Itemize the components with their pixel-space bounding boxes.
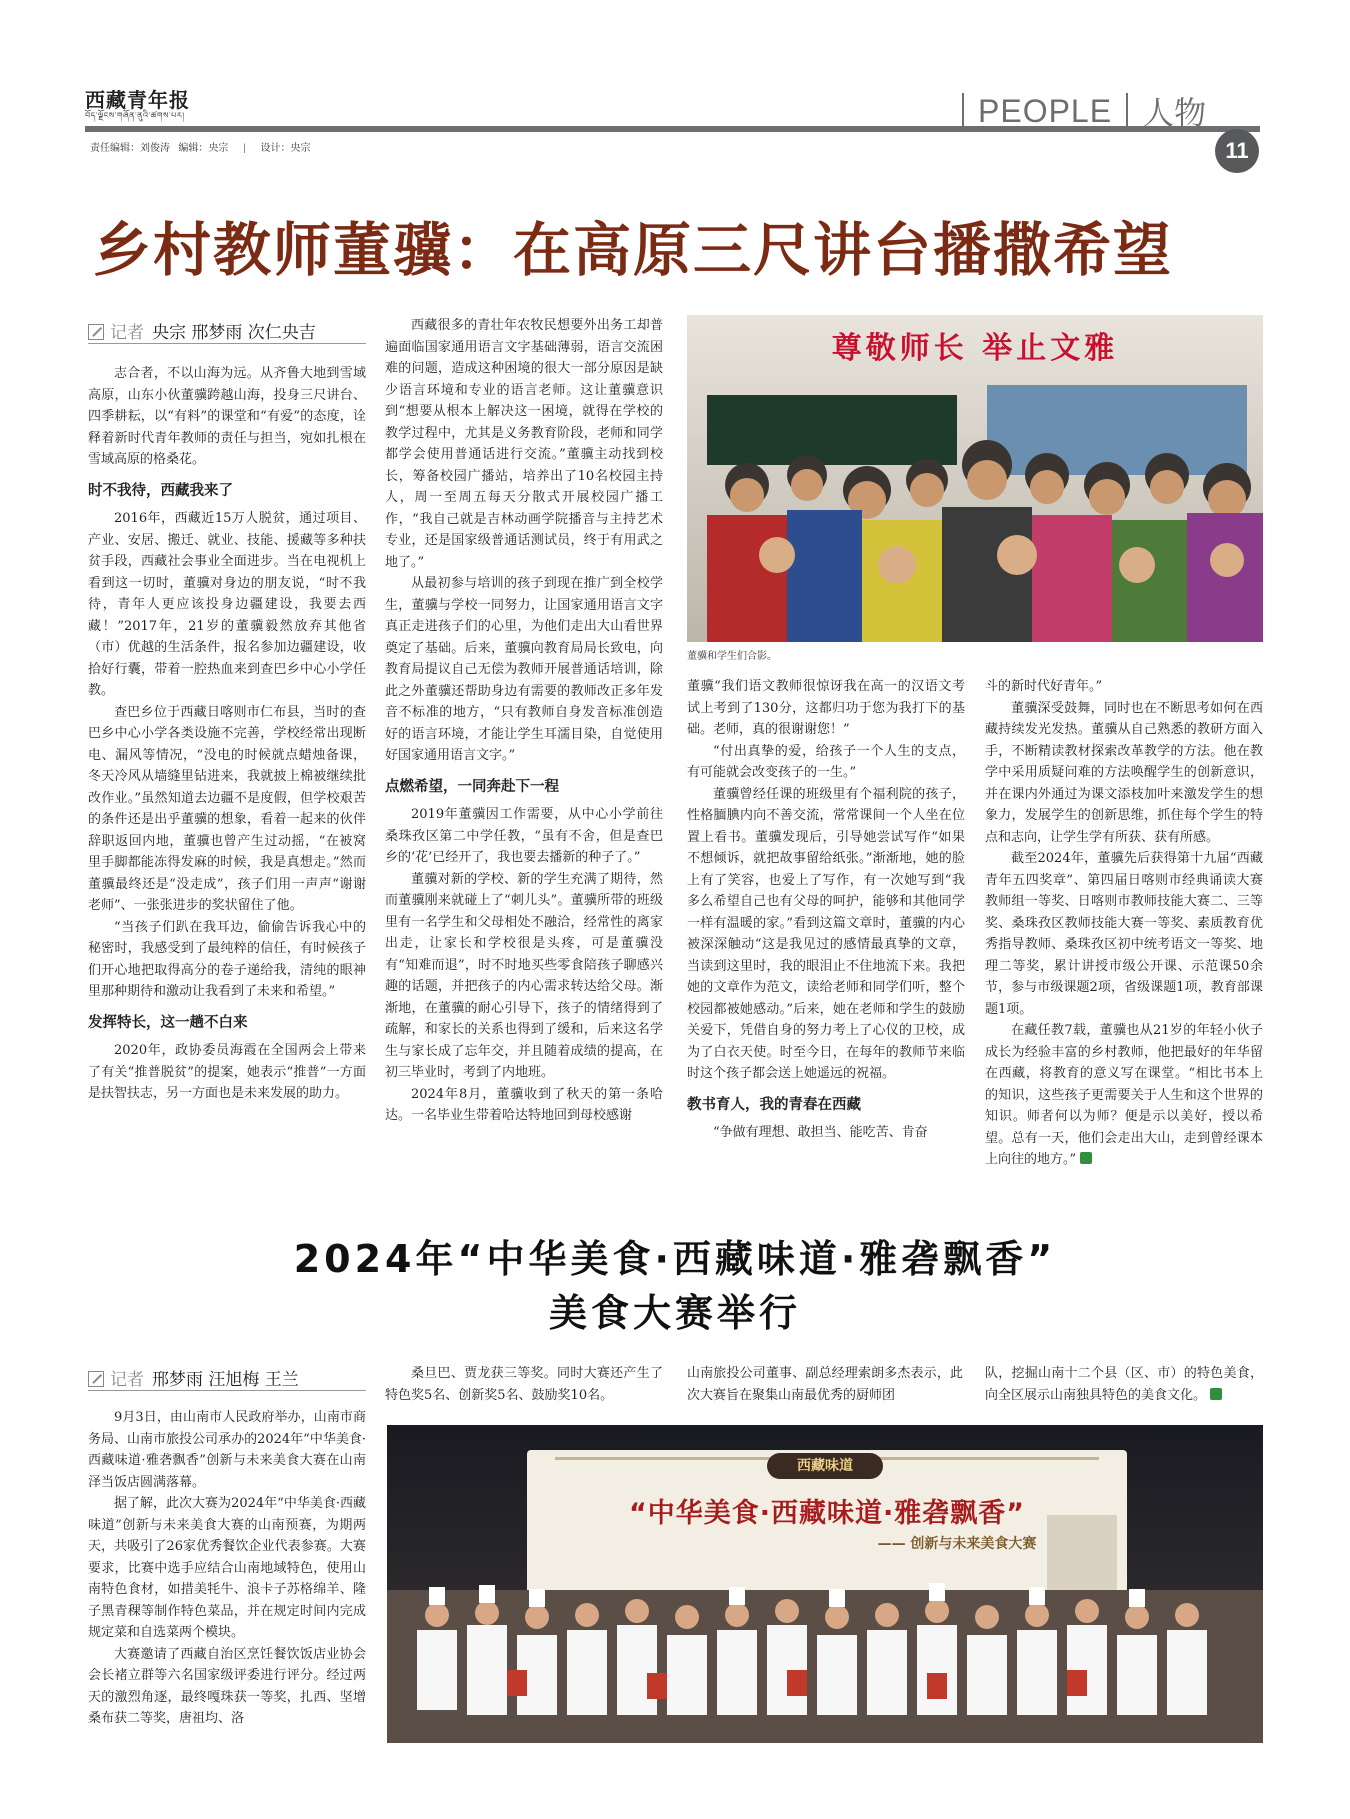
- classroom-photo: [687, 315, 1263, 642]
- article-paragraph: 大赛邀请了西藏自治区烹饪餐饮饭店业协会会长褚立群等六名国家级评委进行评分。经过两天的激烈角逐，最终嘎珠获一等奖，扎西、坚增桑布获二等奖，唐祖均、洛: [88, 1646, 366, 1726]
- photo-banner-text: 尊敬师长 举止文雅: [831, 331, 1119, 366]
- article1-column-4: [985, 676, 1263, 1171]
- section-heading: 点燃希望，一同奔赴下一程: [385, 778, 559, 795]
- article-paragraph: 据了解，此次大赛为2024年“中华美食·西藏味道”创新与未来美食大赛的山南预赛，为期两天，共吸引了26家优秀餐饮企业代表参赛。大赛要求，比赛中选手应结合山南地域特色，使用山南特色食材，如措美牦牛、浪卡子苏格绵羊、隆子黑青稞等制作特色菜品，并在规定时间内完成规定菜和自选菜两个模块。: [88, 1496, 366, 1640]
- paper-subtitle-tibetan: བོད་ལྗོངས་གཞོན་ནུའི་ཚགས་པར།: [85, 111, 185, 120]
- article-paragraph: “当孩子们趴在我耳边，偷偷告诉我心中的秘密时，我感受到了最纯粹的信任，有时候孩子们开心地把取得高分的卷子递给我，清纯的眼神里那种期待和激动让我看到了未来和希望。”: [88, 919, 366, 999]
- article2-column-3: [687, 1363, 963, 1406]
- article-paragraph: 董骥深受鼓舞，同时也在不断思考如何在西藏持续发光发热。董骥从自己熟悉的教研方面入手，不断精读教材探索改革教学的方法。他在教学中采用质疑问难的方法唤醒学生的创新意识，并在课内外通过为课文添枝加叶来激发学生的想象力，发展学生的创新思维，抓住每个学生的特点和志向，让学生学有所获、获有所感。: [985, 700, 1263, 845]
- article-paragraph: 在藏任教7载，董骥也从21岁的年轻小伙子成长为经验丰富的乡村教师，他把最好的年华留在西藏，将教育的意义写在课堂。“相比书本上的知识，这些孩子更需要关于人生和这个世界的知识。师者何以为师？便是示以美好，授以希望。总有一天，他们会走出大山，走到曾经课本上向往的地方。”: [985, 1023, 1263, 1167]
- article2-headline-line-1: 2024年“中华美食·西藏味道·雅砻飘香”: [293, 1237, 1057, 1281]
- article-paragraph: 2019年董骥因工作需要，从中心小学前往桑珠孜区第二中学任教，“虽有不舍，但是查巴乡的‘花’已经开了，我也要去播新的种子了。”: [385, 807, 663, 865]
- article-paragraph: “付出真挚的爱，给孩子一个人生的支点，有可能就会改变孩子的一生。”: [687, 743, 965, 780]
- article1-byline: [88, 318, 316, 343]
- byline-label: 记者: [110, 323, 144, 343]
- chief-editor-label: 责任编辑：: [90, 143, 140, 154]
- event-logo: 西藏味道: [767, 1453, 883, 1479]
- byline-names: 邢梦雨 汪旭梅 王兰: [152, 1370, 299, 1390]
- end-mark-icon: [1080, 1152, 1092, 1164]
- byline-rule: [88, 1390, 366, 1391]
- end-mark-icon: [1210, 1388, 1222, 1400]
- editor: 央宗: [208, 143, 229, 154]
- section-name-cn: 人物: [1142, 95, 1207, 131]
- article2-paragraph: 队，挖掘山南十二个县（区、市）的特色美食，向全区展示山南独具特色的美食文化。: [985, 1366, 1263, 1403]
- article1-column-2: [385, 315, 663, 1127]
- section-heading: 教书育人，我的青春在西藏: [687, 1096, 861, 1113]
- section-header: [962, 90, 1206, 132]
- article-paragraph: 截至2024年，董骥先后获得第十九届“西藏青年五四奖章”、第四届日喀则市经典诵读大赛教师组一等奖、日喀则市教师技能大赛二、三等奖、桑珠孜区教师技能大赛一等奖、素质教育优秀指导教师、桑珠孜区初中统考语文一等奖、地理二等奖，累计讲授市级公开课、示范课50余节，参与市级课题2项，省级课题1项，教育部课题1项。: [985, 851, 1263, 1017]
- article-paragraph: 2020年，政协委员海霞在全国两会上带来了有关“推普脱贫”的提案，她表示“推普”一方面是扶智扶志，另一方面也是未来发展的助力。: [88, 1043, 366, 1101]
- article-paragraph: 董骥“我们语文教师很惊讶我在高一的汉语文考试上考到了130分，这都归功于您为我打下的基础。老师，真的很谢谢您！”: [687, 679, 965, 737]
- pen-icon: [88, 324, 104, 340]
- design-label: 设计：: [260, 143, 291, 154]
- article-paragraph: 9月3日，由山南市人民政府举办，山南市商务局、山南市旅投公司承办的2024年“中华美食·西藏味道·雅砻飘香”创新与未来美食大赛在山南泽当饭店圆满落幕。: [88, 1410, 366, 1490]
- competition-photo: [387, 1425, 1263, 1743]
- section-name-en: PEOPLE: [978, 92, 1113, 129]
- article-paragraph: “争做有理想、敢担当、能吃苦、肯奋: [713, 1125, 928, 1140]
- article-paragraph: 西藏很多的青壮年农牧民想要外出务工却普遍面临国家通用语言文字基础薄弱，语言交流困难的问题，造成这种困境的很大一部分原因是缺少语言环境和专业的语言老师。这让董骥意识到“想要从根本上解决这一困境，就得在学校的教学过程中，尤其是义务教育阶段，老师和同学都学会使用普通话进行交流。”董骥主动找到校长，筹备校园广播站，培养出了10名校园主持人，周一至周五每天分散式开展校园广播工作，“我自己就是吉林动画学院播音与主持艺术专业，还是国家级普通话测试员，终于有用武之地了。”: [385, 318, 663, 570]
- article2-paragraph: 山南旅投公司董事、副总经理索朗多杰表示，此次大赛旨在聚集山南最优秀的厨师团: [687, 1366, 963, 1403]
- article-paragraph: 董骥曾经任课的班级里有个福利院的孩子，性格腼腆内向不善交流，常常课间一个人坐在位置上看书。董骥发现后，引导她尝试写作“如果不想倾诉，就把故事留给纸张。”渐渐地，她的脸上有了笑容，也爱上了写作，有一次她写到“我多么希望自己也有父母的呵护，能够和其他同学一样有温暖的家。”看到这篇文章时，董骥的内心被深深触动“这是我见过的感情最真挚的文章，当读到这里时，我的眼泪止不住地流下来。我把她的文章作为范文，读给老师和同学们听，整个校园都被她感动。”后来，她在老师和学生的鼓励关爱下，凭借自身的努力考上了心仪的卫校，成为了白衣天使。时至今日，在每年的教师节来临时这个孩子都会送上她遥远的祝福。: [687, 786, 965, 1081]
- article-paragraph: 2016年，西藏近15万人脱贫，通过项目、产业、安居、搬迁、就业、技能、援藏等多种扶贫手段，西藏社会事业全面进步。当在电视机上看到这一切时，董骥对身边的朋友说，“时不我待，青年人更应该投身边疆建设，我要去西藏！”2017年，21岁的董骥毅然放弃其他省（市）优越的生活条件，报名参加边疆建设，收拾好行囊，带着一腔热血来到查巴乡中心小学任教。: [88, 511, 366, 698]
- article2-headline-line-2: 美食大赛举行: [548, 1291, 801, 1335]
- article2-column-2: [385, 1363, 663, 1406]
- article-paragraph: 斗的新时代好青年。”: [985, 679, 1103, 694]
- article-paragraph: 从最初参与培训的孩子到现在推广到全校学生，董骥与学校一同努力，让国家通用语言文字真正走进孩子们的心里，为他们走出大山看世界奠定了基础。后来，董骥向教育局局长致电，向教育局提议自己无偿为教师开展普通话培训，除此之外董骥还帮助身边有需要的教师改正多年发音不标准的地方，“只有教师自身发音标准创造好的语言环境，才能让学生耳濡目染，自觉使用好国家通用语言文字。”: [385, 576, 663, 763]
- article1-column-3: [687, 676, 965, 1144]
- event-banner-title: “中华美食·西藏味道·雅砻飘香”: [628, 1498, 1025, 1529]
- chief-editor: 刘俊涛: [140, 143, 170, 154]
- page-number: 11: [1215, 129, 1259, 173]
- article2-column-4: [985, 1363, 1263, 1406]
- byline-label: 记者: [110, 1370, 144, 1390]
- article-paragraph: 2024年8月，董骥收到了秋天的第一条哈达。一名毕业生带着哈达特地回到母校感谢: [385, 1086, 663, 1123]
- article2-byline: [88, 1365, 299, 1390]
- paper-name: 西藏青年报: [85, 88, 190, 112]
- article1-headline: 乡村教师董骥：在高原三尺讲台播撒希望: [93, 216, 1174, 284]
- event-banner-subtitle: —— 创新与未来美食大赛: [877, 1536, 1037, 1552]
- photo-caption: 董骥和学生们合影。: [687, 651, 777, 662]
- byline-names: 央宗 邢梦雨 次仁央吉: [152, 323, 316, 343]
- article2-column-1: [88, 1407, 366, 1730]
- editor-credits: 责任编辑：刘俊涛 编辑：央宗 | 设计：央宗: [90, 143, 311, 154]
- article-paragraph: 查巴乡位于西藏日喀则市仁布县，当时的查巴乡中心小学各类设施不完善，学校经常出现断电、漏风等情况，“没电的时候就点蜡烛备课，冬天冷风从墙缝里钻进来，我就披上棉被继续批改作业。”虽然知道去边疆不是度假，但学校艰苦的条件还是出乎董骥的想象，看着一起来的伙伴辞职返回内地，董骥也曾产生过动摇，“在被窝里手脚都能冻得发麻的时候，我是真想走。”然而董骥最终还是“没走成”，孩子们用一声声“谢谢老师”、一张张进步的奖状留住了他。: [88, 704, 366, 913]
- editor-label: 编辑：: [178, 143, 209, 154]
- designer: 央宗: [290, 143, 311, 154]
- pen-icon: [88, 1371, 104, 1387]
- article2-paragraph: 桑旦巴、贾龙获三等奖。同时大赛还产生了特色奖5名、创新奖5名、鼓励奖10名。: [385, 1366, 663, 1403]
- section-heading: 发挥特长，这一趟不白来: [88, 1014, 248, 1031]
- article1-column-1: [88, 363, 366, 1105]
- byline-rule: [88, 343, 366, 344]
- article-paragraph-wrapper: [985, 1020, 1263, 1171]
- section-heading: 时不我待，西藏我来了: [88, 482, 233, 499]
- article-paragraph: 董骥对新的学校、新的学生充满了期待，然而董骥刚来就碰上了“刺儿头”。董骥所带的班级里有一名学生和父母相处不融洽，经常性的离家出走，让家长和学校很是头疼，可是董骥没有“知难而退”，时不时地买些零食陪孩子聊感兴趣的话题，并把孩子的内心需求转达给父母。渐渐地，在董骥的耐心引导下，孩子的情绪得到了疏解，和家长的关系也得到了缓和，后来这名学生与家长成了忘年交，并且随着成绩的提高，在初三毕业时，考到了内地班。: [385, 871, 663, 1080]
- article-paragraph: 志合者，不以山海为远。从齐鲁大地到雪域高原，山东小伙董骥跨越山海，投身三尺讲台、四季耕耘，以“有料”的课堂和“有爱”的态度，诠释着新时代青年教师的责任与担当，宛如扎根在雪域高原的格桑花。: [88, 366, 366, 467]
